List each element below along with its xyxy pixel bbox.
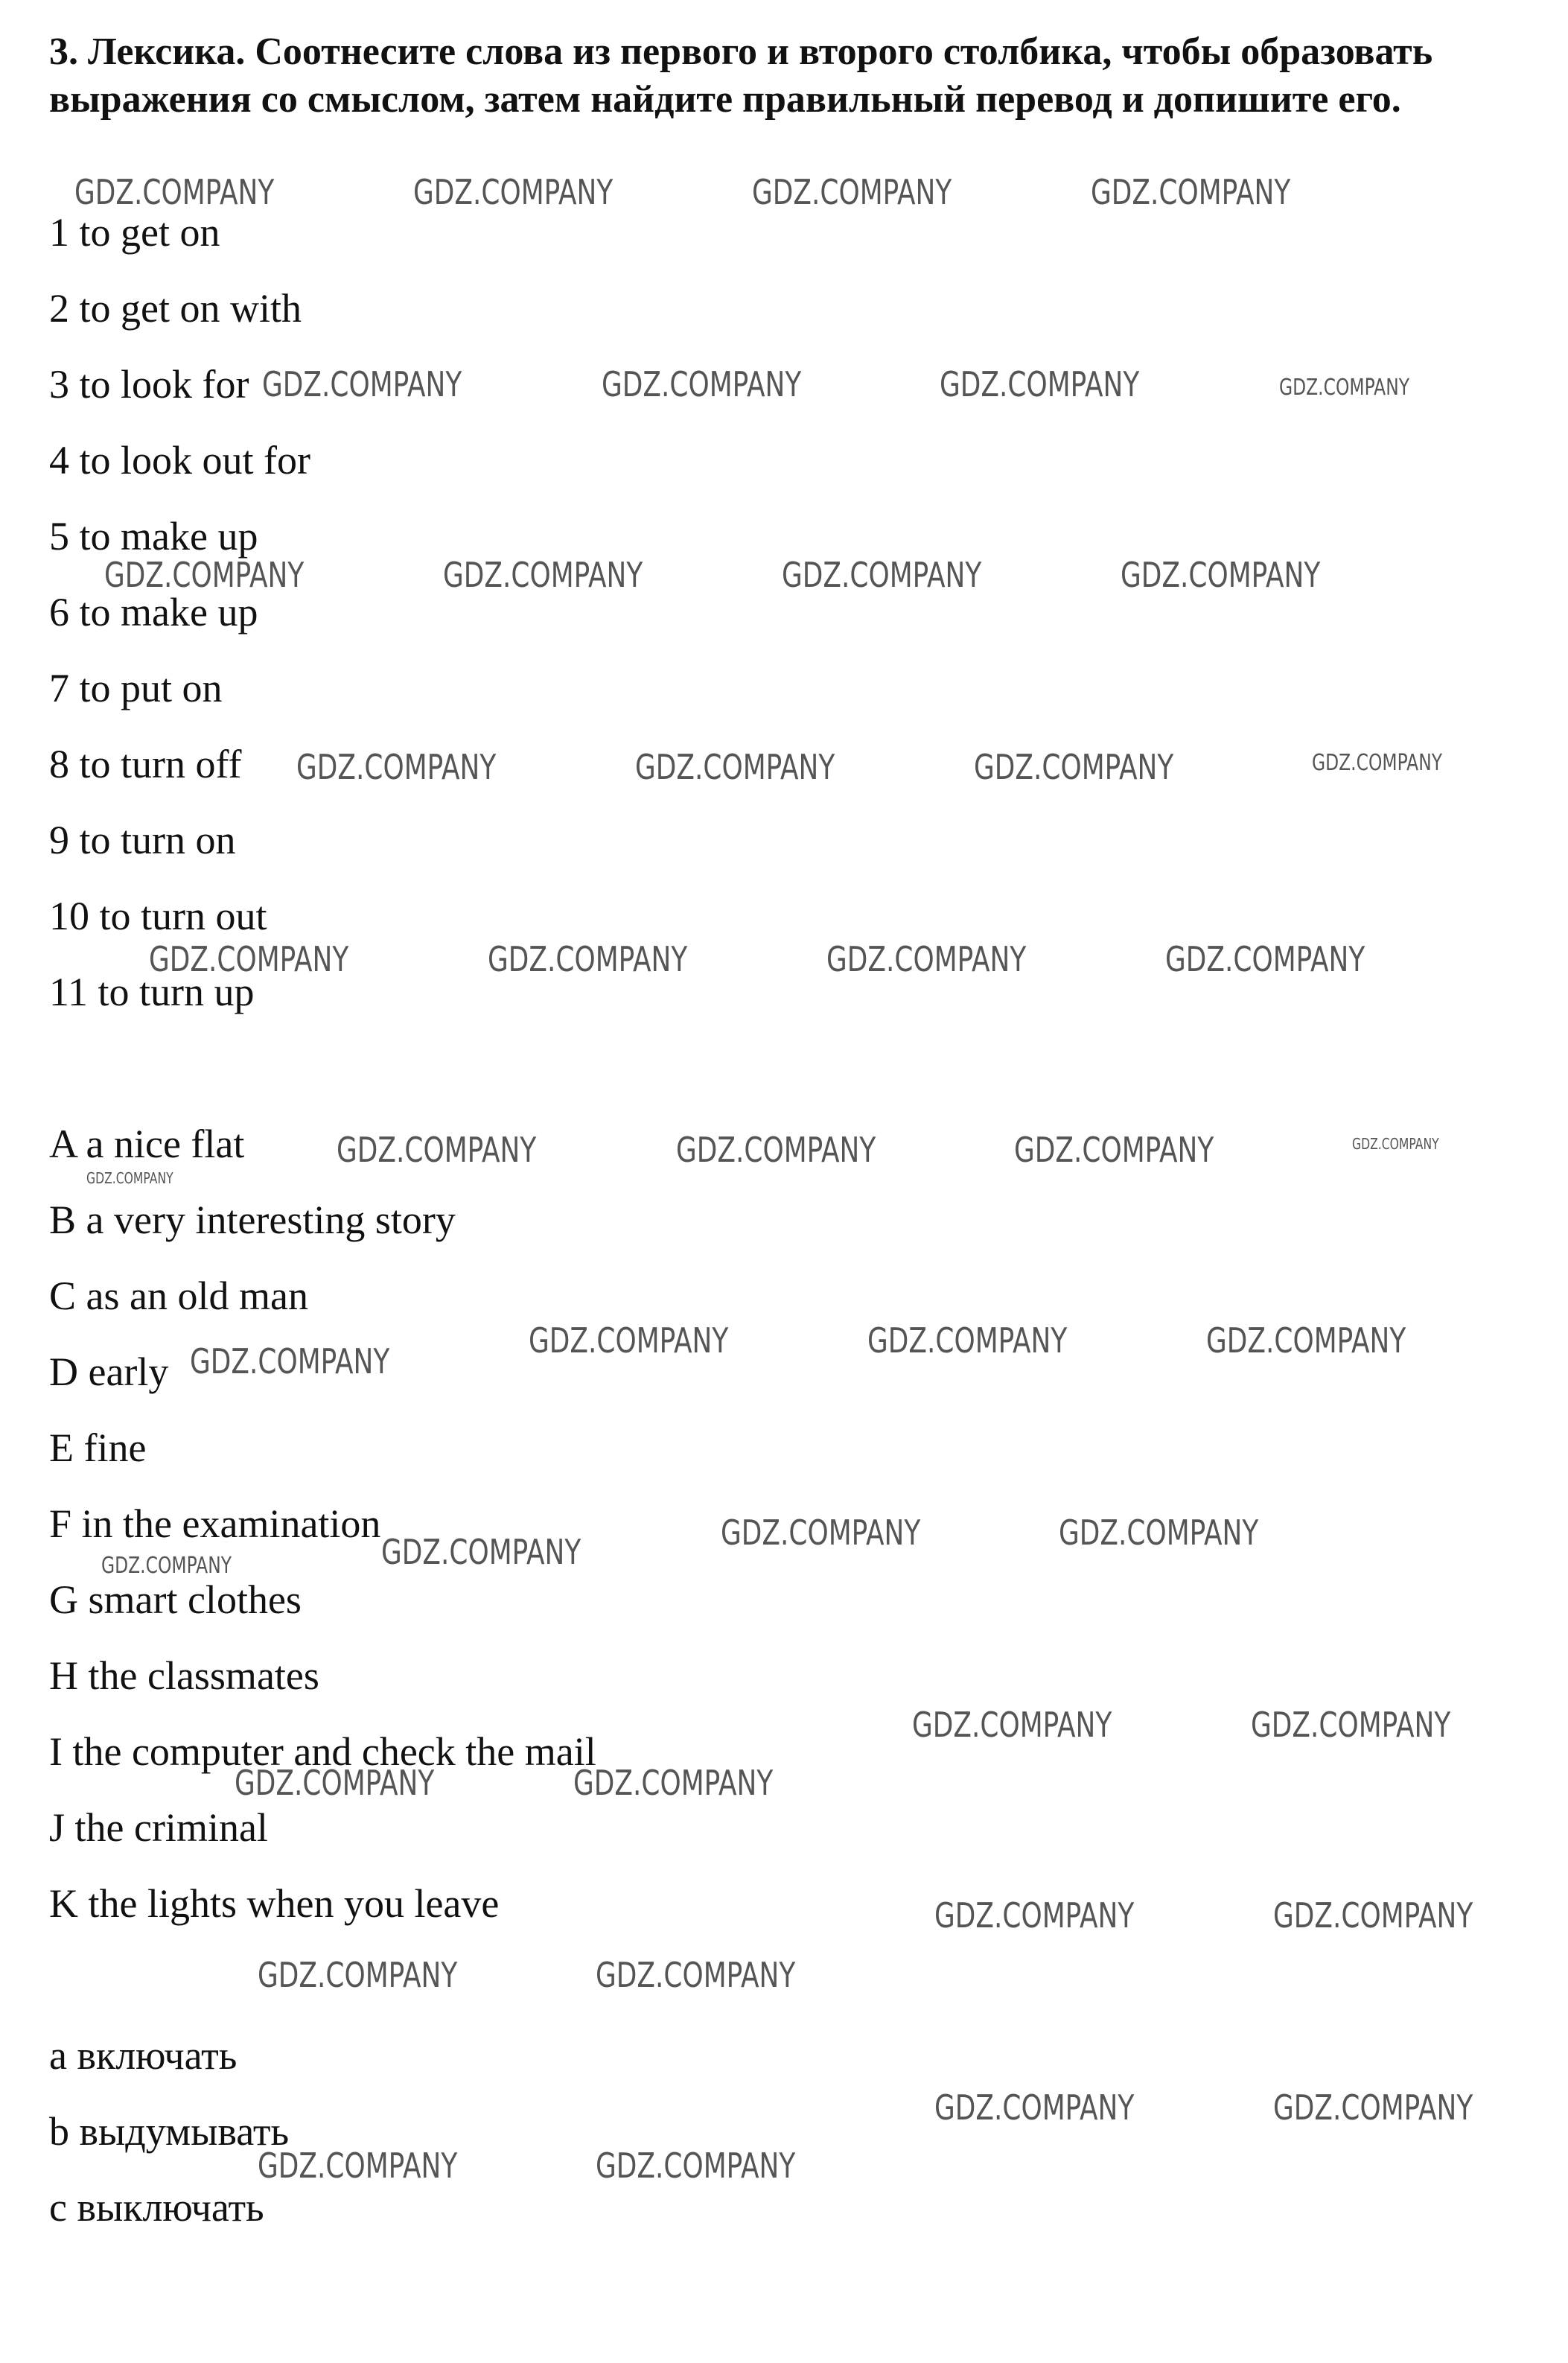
watermark-text: GDZ.COMPANY <box>258 1955 458 1995</box>
watermark-text: GDZ.COMPANY <box>1014 1130 1214 1170</box>
translation-item-b: b выдумывать <box>49 2109 290 2154</box>
watermark-text: GDZ.COMPANY <box>602 364 802 404</box>
watermark-text: GDZ.COMPANY <box>337 1130 537 1170</box>
watermark-text: GDZ.COMPANY <box>721 1513 921 1553</box>
watermark-text: GDZ.COMPANY <box>934 1895 1135 1936</box>
phrase-item-d: D early <box>49 1349 169 1394</box>
watermark-text: GDZ.COMPANY <box>258 2146 458 2186</box>
watermark-text: GDZ.COMPANY <box>1251 1705 1451 1745</box>
watermark-text: GDZ.COMPANY <box>912 1705 1112 1745</box>
watermark-text: GDZ.COMPANY <box>1352 1135 1439 1153</box>
verb-item-9: 9 to turn on <box>49 818 236 862</box>
watermark-text: GDZ.COMPANY <box>826 939 1027 979</box>
watermark-text: GDZ.COMPANY <box>1091 172 1291 212</box>
watermark-text: GDZ.COMPANY <box>74 172 275 212</box>
watermark-text: GDZ.COMPANY <box>86 1169 173 1187</box>
watermark-text: GDZ.COMPANY <box>1312 750 1442 776</box>
watermark-text: GDZ.COMPANY <box>529 1320 729 1361</box>
verb-item-3: 3 to look for <box>49 362 249 407</box>
translation-item-a: a включать <box>49 2033 238 2078</box>
watermark-text: GDZ.COMPANY <box>1059 1513 1259 1553</box>
watermark-text: GDZ.COMPANY <box>1273 2087 1473 2128</box>
watermark-text: GDZ.COMPANY <box>149 939 349 979</box>
verb-item-4: 4 to look out for <box>49 438 310 483</box>
translation-item-c: c выключать <box>49 2185 264 2230</box>
watermark-text: GDZ.COMPANY <box>974 747 1174 787</box>
watermark-text: GDZ.COMPANY <box>635 747 835 787</box>
phrase-item-k: K the lights when you leave <box>49 1881 500 1926</box>
phrase-item-f: F in the examination <box>49 1501 381 1546</box>
phrase-item-h: H the classmates <box>49 1653 319 1698</box>
phrase-item-i: I the computer and check the mail <box>49 1729 596 1774</box>
watermark-text: GDZ.COMPANY <box>1206 1320 1406 1361</box>
watermark-text: GDZ.COMPANY <box>262 364 462 404</box>
watermark-text: GDZ.COMPANY <box>1273 1895 1473 1936</box>
phrase-item-c: C as an old man <box>49 1273 308 1318</box>
phrase-item-j: J the criminal <box>49 1805 268 1850</box>
verb-item-5: 5 to make up <box>49 514 258 559</box>
watermark-text: GDZ.COMPANY <box>296 747 497 787</box>
watermark-text: GDZ.COMPANY <box>573 1763 774 1803</box>
watermark-text: GDZ.COMPANY <box>782 555 982 595</box>
watermark-text: GDZ.COMPANY <box>1279 375 1409 401</box>
watermark-text: GDZ.COMPANY <box>235 1763 435 1803</box>
watermark-text: GDZ.COMPANY <box>676 1130 876 1170</box>
watermark-text: GDZ.COMPANY <box>1165 939 1365 979</box>
watermark-text: GDZ.COMPANY <box>940 364 1140 404</box>
watermark-text: GDZ.COMPANY <box>104 555 305 595</box>
verb-item-1: 1 to get on <box>49 210 220 255</box>
watermark-text: GDZ.COMPANY <box>1121 555 1321 595</box>
watermark-text: GDZ.COMPANY <box>596 2146 796 2186</box>
watermark-text: GDZ.COMPANY <box>867 1320 1068 1361</box>
watermark-text: GDZ.COMPANY <box>381 1532 581 1572</box>
watermark-text: GDZ.COMPANY <box>934 2087 1135 2128</box>
watermark-text: GDZ.COMPANY <box>190 1341 390 1381</box>
watermark-text: GDZ.COMPANY <box>413 172 614 212</box>
phrase-item-g: G smart clothes <box>49 1577 302 1622</box>
phrase-item-b: B a very interesting story <box>49 1198 456 1242</box>
phrase-item-e: E fine <box>49 1425 147 1470</box>
exercise-heading: 3. Лексика. Соотнесите слова из первого и второго столбика, чтобы образовать выражения со смыслом, затем найдите правильный перевод и допишите его. <box>49 31 1433 121</box>
verb-item-7: 7 to put on <box>49 666 223 710</box>
verb-item-2: 2 to get on with <box>49 286 302 331</box>
watermark-text: GDZ.COMPANY <box>596 1955 796 1995</box>
watermark-text: GDZ.COMPANY <box>752 172 952 212</box>
verb-item-11: 11 to turn up <box>49 970 255 1014</box>
watermark-text: GDZ.COMPANY <box>101 1553 232 1579</box>
watermark-text: GDZ.COMPANY <box>488 939 688 979</box>
verb-item-10: 10 to turn out <box>49 894 267 938</box>
verb-item-6: 6 to make up <box>49 590 258 635</box>
watermark-text: GDZ.COMPANY <box>443 555 643 595</box>
phrase-item-a: A a nice flat <box>49 1122 245 1166</box>
verb-item-8: 8 to turn off <box>49 742 242 786</box>
